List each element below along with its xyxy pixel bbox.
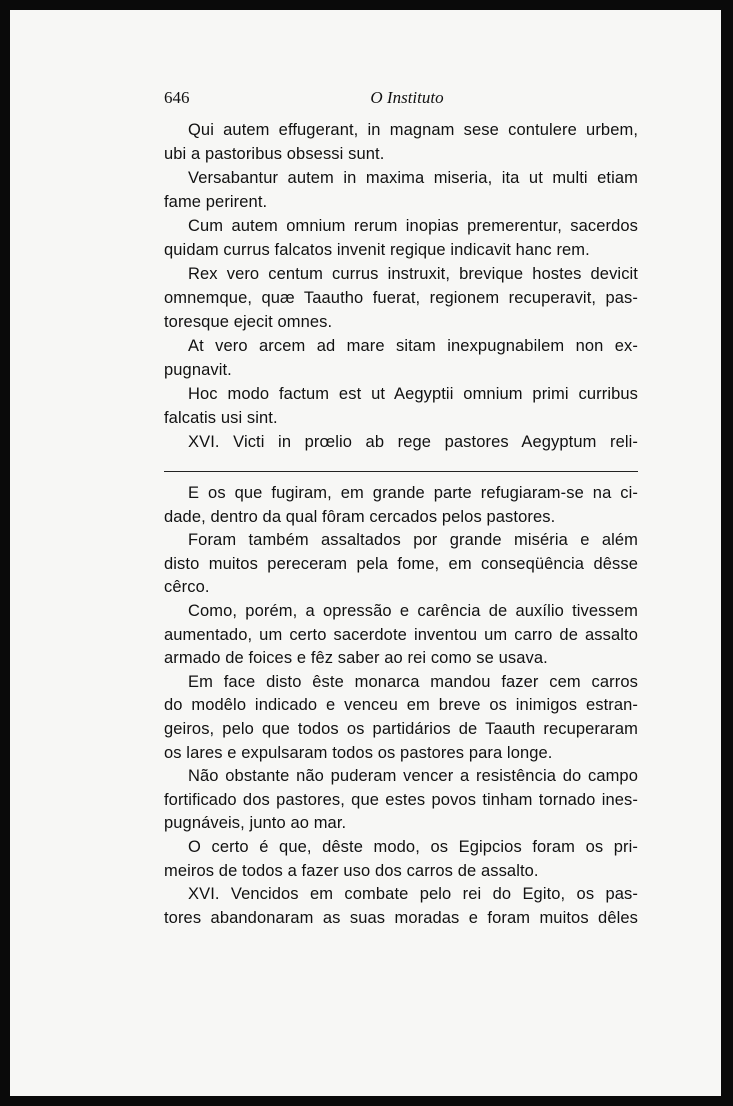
page-number: 646 (164, 88, 190, 107)
text-line: Em face disto êste monarca mandou fazer cem carros (188, 672, 638, 691)
text-line: Versabantur autem in maxima miseria, ita ut multi etiam (188, 169, 638, 187)
text-line: aumentado, um certo sacerdote inventou um carro de assalto (164, 625, 638, 644)
latin-paragraph (164, 166, 638, 214)
text-line: meiros de todos a fazer uso dos carros de assalto. (164, 861, 539, 880)
latin-paragraph (164, 382, 638, 430)
latin-paragraph (164, 334, 638, 382)
page-header (164, 88, 650, 112)
text-line: Como, porém, a opressão e carência de auxílio tivessem (188, 601, 638, 620)
text-line: pugnavit. (164, 361, 232, 379)
portuguese-paragraph (164, 883, 638, 930)
text-line: pugnáveis, junto ao mar. (164, 814, 347, 833)
text-line: Rex vero centum currus instruxit, brevique hostes devicit (188, 265, 638, 283)
text-line: do modêlo indicado e venceu em breve os inimigos estran- (164, 696, 638, 715)
latin-text (164, 118, 638, 454)
latin-paragraph (164, 214, 638, 262)
text-line: XVI. Victi in prœlio ab rege pastores Aegyptum reli- (188, 433, 638, 451)
text-line: tores abandonaram as suas moradas e foram muitos dêles (164, 908, 638, 927)
text-line: Cum autem omnium rerum inopias premerentur, sacerdos (188, 217, 638, 235)
latin-paragraph (164, 430, 638, 454)
text-line: geiros, pelo que todos os partidários de Taauth recuperaram (164, 719, 638, 738)
text-line: armado de foices e fêz saber ao rei como se usava. (164, 649, 548, 668)
text-line: dade, dentro da qual fôram cercados pelos pastores. (164, 507, 556, 526)
text-line: O certo é que, dêste modo, os Egipcios foram os pri- (188, 837, 638, 856)
latin-paragraph (164, 118, 638, 166)
text-line: Hoc modo factum est ut Aegyptii omnium primi curribus (188, 385, 638, 403)
portuguese-paragraph (164, 529, 638, 600)
text-line: toresque ejecit omnes. (164, 313, 333, 331)
text-line: quidam currus falcatos invenit regique indicavit hanc rem. (164, 241, 590, 259)
text-line: omnemque, quæ Taautho fuerat, regionem recuperavit, pas- (164, 289, 638, 307)
text-line: fame perirent. (164, 193, 268, 211)
latin-paragraph (164, 262, 638, 334)
section-divider (164, 471, 638, 472)
text-line: os lares e expulsaram todos os pastores para longe. (164, 743, 553, 762)
text-line: disto muitos pereceram pela fome, em conseqüência dêsse (164, 554, 638, 573)
text-line: At vero arcem ad mare sitam inexpugnabilem non ex- (188, 337, 638, 355)
text-line: fortificado dos pastores, que estes povos tinham tornado ines- (164, 790, 638, 809)
portuguese-translation (164, 482, 638, 930)
text-line: Foram também assaltados por grande miséria e além (188, 531, 638, 550)
portuguese-paragraph (164, 600, 638, 671)
text-line: Qui autem effugerant, in magnam sese contulere urbem, (188, 121, 638, 139)
text-line: ubi a pastoribus obsessi sunt. (164, 145, 385, 163)
running-title: O Instituto (370, 88, 444, 107)
text-line: XVI. Vencidos em combate pelo rei do Egito, os pas- (188, 885, 638, 904)
text-line: E os que fugiram, em grande parte refugiaram-se na ci- (188, 484, 638, 502)
text-line: falcatis usi sint. (164, 409, 278, 427)
text-line: cêrco. (164, 578, 210, 597)
portuguese-paragraph (164, 671, 638, 765)
portuguese-paragraph (164, 836, 638, 883)
portuguese-paragraph (164, 482, 638, 529)
portuguese-paragraph (164, 765, 638, 836)
text-line: Não obstante não puderam vencer a resistência do campo (188, 767, 638, 786)
